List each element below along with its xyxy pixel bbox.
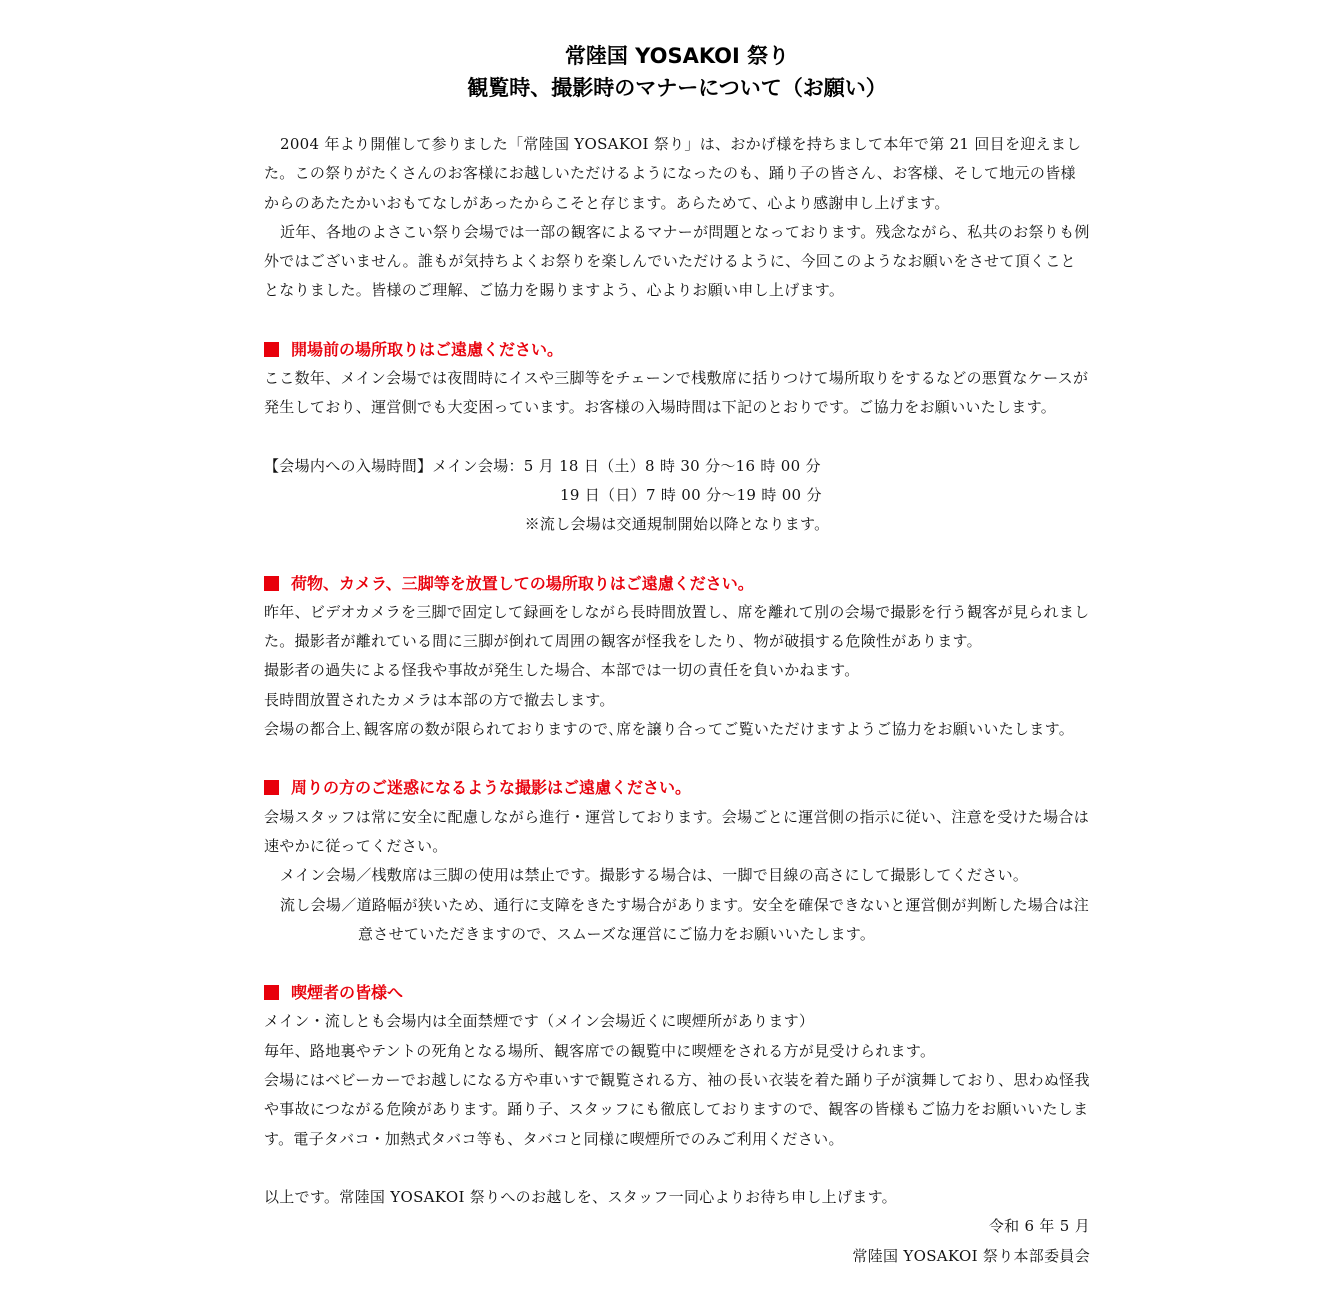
section2-line: 会場の都合上､観客席の数が限られておりますので､席を譲り合ってご覧いただけますようご協力をお願いいたします。 xyxy=(264,720,1075,739)
section1-body: ここ数年、メイン会場では夜間時にイスや三脚等をチェーンで桟敷席に括りつけて場所取りをするなどの悪質なケースが発生しており、運営側でも大変困っています。お客様の入場時間は下記のとおりです。ご協力をお願いいたします。 xyxy=(264,369,1089,417)
spacer xyxy=(264,423,1090,452)
section2-line: 撮影者の過失による怪我や事故が発生した場合、本部では一切の責任を負いかねます。 xyxy=(264,661,860,680)
section2-line: 昨年、ビデオカメラを三脚で固定して録画をしながら長時間放置し、席を離れて別の会場で撮影を行う観客が見られました。撮影者が離れている間に三脚が倒れて周囲の観客が怪我をしたり、物が破損する危険性があります。 xyxy=(264,602,1090,651)
section4-line: 毎年、路地裏やテントの死角となる場所、観客席での観覧中に喫煙をされる方が見受けられます。 xyxy=(264,1041,936,1060)
title-block xyxy=(264,40,1090,104)
entry-times-line-1: 【会場内への入場時間】メイン会場：5 月 18 日（土）8 時 30 分〜16 時 00 分 xyxy=(264,456,821,475)
heading-text: 喫煙者の皆様へ xyxy=(291,983,404,1003)
signature: 常陸国 YOSAKOI 祭り本部委員会 xyxy=(852,1246,1090,1265)
page-title: 常陸国 YOSAKOI 祭り xyxy=(564,44,790,68)
red-square-icon xyxy=(264,576,279,591)
document-date: 令和 6 年 5 月 xyxy=(988,1217,1090,1236)
intro-paragraph-1: 2004 年より開催して参りました「常陸国 YOSAKOI 祭り」は、おかげ様を持ちまして本年で第 21 回目を迎えました。この祭りがたくさんのお客様にお越しいただけるようになったのも、踊り子の皆さん、お客様、そして地元の皆様からのあたたかいおもてなしがあったからこそと存じます。あらためて、心より感謝申し上げます。 xyxy=(264,135,1082,212)
spacer xyxy=(264,744,1090,773)
section4-line: メイン・流しとも会場内は全面禁煙です（メイン会場近くに喫煙所があります） xyxy=(264,1012,815,1031)
heading-text: 荷物、カメラ、三脚等を放置しての場所取りはご遠慮ください。 xyxy=(291,573,754,593)
red-square-icon xyxy=(264,342,279,357)
spacer xyxy=(264,1154,1090,1183)
spacer xyxy=(264,540,1090,569)
section-heading-reserving xyxy=(264,335,1090,364)
main-venue-rule: メイン会場／桟敷席は三脚の使用は禁止です。撮影する場合は、一脚で目線の高さにして撮影してください。 xyxy=(280,866,1029,885)
closing-text: 以上です。常陸国 YOSAKOI 祭りへのお越しを、スタッフ一同心よりお待ち申し上げます。 xyxy=(264,1187,897,1206)
red-square-icon xyxy=(264,985,279,1000)
red-square-icon xyxy=(264,780,279,795)
parade-venue-rule: 流し会場／道路幅が狭いため、通行に支障をきたす場合があります。安全を確保できないと運営側が判断した場合は注意させていただきますので、スムーズな運営にご協力をお願いいたします。 xyxy=(280,895,1090,943)
section-heading-unattended-items xyxy=(264,569,1090,598)
intro-paragraph-2: 近年、各地のよさこい祭り会場では一部の観客によるマナーが問題となっております。残念ながら、私共のお祭りも例外ではございません。誰もが気持ちよくお祭りを楽しんでいただけるように、今回このようなお願いをさせて頂くこととなりました。皆様のご理解、ご協力を賜りますよう、心よりお願い申し上げます。 xyxy=(264,222,1090,300)
entry-times-line-2: 19 日（日）7 時 00 分〜19 時 00 分 xyxy=(560,485,822,504)
entry-times-note: ※流し会場は交通規制開始以降となります。 xyxy=(524,515,830,534)
heading-text: 開場前の場所取りはご遠慮ください。 xyxy=(291,339,564,359)
heading-text: 周りの方のご迷惑になるような撮影はご遠慮ください。 xyxy=(291,778,692,798)
section4-line: 会場にはベビーカーでお越しになる方や車いすで観覧される方、袖の長い衣装を着た踊り子が演舞しており、思わぬ怪我や事故につながる危険があります。踊り子、スタッフにも徹底しておりますので、観客の皆様もご協力をお願いいたします。電子タバコ・加熱式タバコ等も、タバコと同様に喫煙所でのみご利用ください。 xyxy=(264,1071,1090,1148)
section3-body: 会場スタッフは常に安全に配慮しながら進行・運営しております。会場ごとに運営側の指示に従い、注意を受けた場合は速やかに従ってください。 xyxy=(264,807,1090,855)
section2-line: 長時間放置されたカメラは本部の方で撤去します。 xyxy=(264,690,615,709)
spacer xyxy=(264,306,1090,335)
page-subtitle: 観覧時、撮影時のマナーについて（お願い） xyxy=(467,76,887,100)
section-heading-photography xyxy=(264,773,1090,802)
spacer xyxy=(264,949,1090,978)
document-page xyxy=(264,40,1090,1271)
section-heading-smokers xyxy=(264,978,1090,1007)
